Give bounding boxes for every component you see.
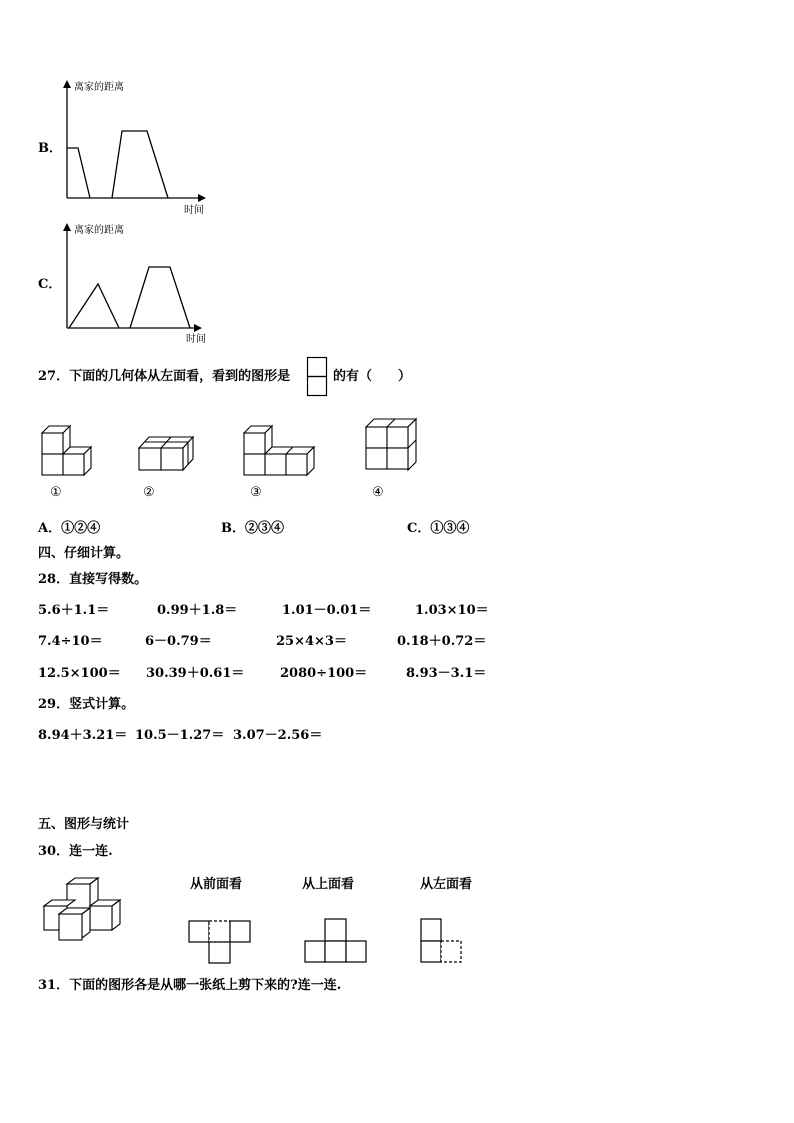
q29-title: 29．竖式计算。 — [38, 697, 135, 712]
q28-item: 25×4×3＝ — [276, 634, 347, 649]
q28-item: 8.93－3.1＝ — [406, 666, 487, 681]
q27-text-after: 的有（ ） — [333, 369, 412, 384]
view-left-label: 从左面看 — [420, 877, 473, 892]
q28-item: 1.01－0.01＝ — [282, 603, 372, 618]
section-4-title: 四、仔细计算。 — [38, 546, 130, 561]
graph-c-xlabel: 时间 — [186, 334, 206, 345]
solid-1-label: ① — [50, 485, 62, 500]
left-view-shape — [420, 918, 468, 966]
option-answer: ②③④ — [245, 521, 285, 536]
front-view-shape — [188, 920, 253, 965]
q28-item: 0.18＋0.72＝ — [397, 634, 487, 649]
q30-solid — [40, 876, 135, 946]
solid-3-label: ③ — [250, 485, 262, 500]
graph-b-xlabel: 时间 — [184, 205, 204, 216]
view-top-label: 从上面看 — [302, 877, 355, 892]
solid-4-label: ④ — [372, 485, 384, 500]
q28-item: 6－0.79＝ — [145, 634, 212, 649]
option-letter: A． — [38, 521, 62, 536]
solid-4 — [362, 418, 422, 473]
solid-2-label: ② — [143, 485, 155, 500]
graph-c-ylabel: 离家的距离 — [74, 225, 124, 236]
top-view-shape — [304, 918, 374, 966]
q28-item: 12.5×100＝ — [38, 666, 121, 681]
q27-option-c[interactable] — [407, 521, 469, 537]
q28-item: 1.03×10＝ — [415, 603, 489, 618]
option-letter: B． — [221, 521, 245, 536]
option-b-label: B． — [38, 141, 62, 156]
option-answer: ①③④ — [430, 521, 470, 536]
q27-option-a[interactable] — [38, 521, 100, 537]
solid-1 — [38, 425, 98, 485]
q27-option-b[interactable] — [221, 521, 284, 537]
option-c-label: C． — [38, 277, 62, 292]
solid-3 — [240, 425, 320, 485]
q29-item: 3.07－2.56＝ — [233, 728, 323, 743]
q27-text-before: 27．下面的几何体从左面看，看到的图形是 — [38, 369, 291, 384]
q28-item: 0.99＋1.8＝ — [157, 603, 238, 618]
q28-item: 5.6＋1.1＝ — [38, 603, 110, 618]
q28-item: 2080÷100＝ — [280, 666, 368, 681]
q28-item: 7.4÷10＝ — [38, 634, 103, 649]
q30-title: 30．连一连. — [38, 844, 113, 859]
q28-item: 30.39＋0.61＝ — [146, 666, 245, 681]
option-answer: ①②④ — [61, 521, 101, 536]
option-letter: C． — [407, 521, 431, 536]
q28-title: 28．直接写得数。 — [38, 572, 148, 587]
graph-b-ylabel: 离家的距离 — [74, 82, 124, 93]
solid-2 — [135, 429, 200, 474]
view-front-label: 从前面看 — [190, 877, 243, 892]
q27-left-view-figure — [307, 357, 327, 397]
q31-title: 31．下面的图形各是从哪一张纸上剪下来的?连一连. — [38, 978, 342, 993]
q29-item: 8.94＋3.21＝ — [38, 728, 128, 743]
q29-item: 10.5－1.27＝ — [135, 728, 225, 743]
section-5-title: 五、图形与统计 — [38, 817, 130, 832]
